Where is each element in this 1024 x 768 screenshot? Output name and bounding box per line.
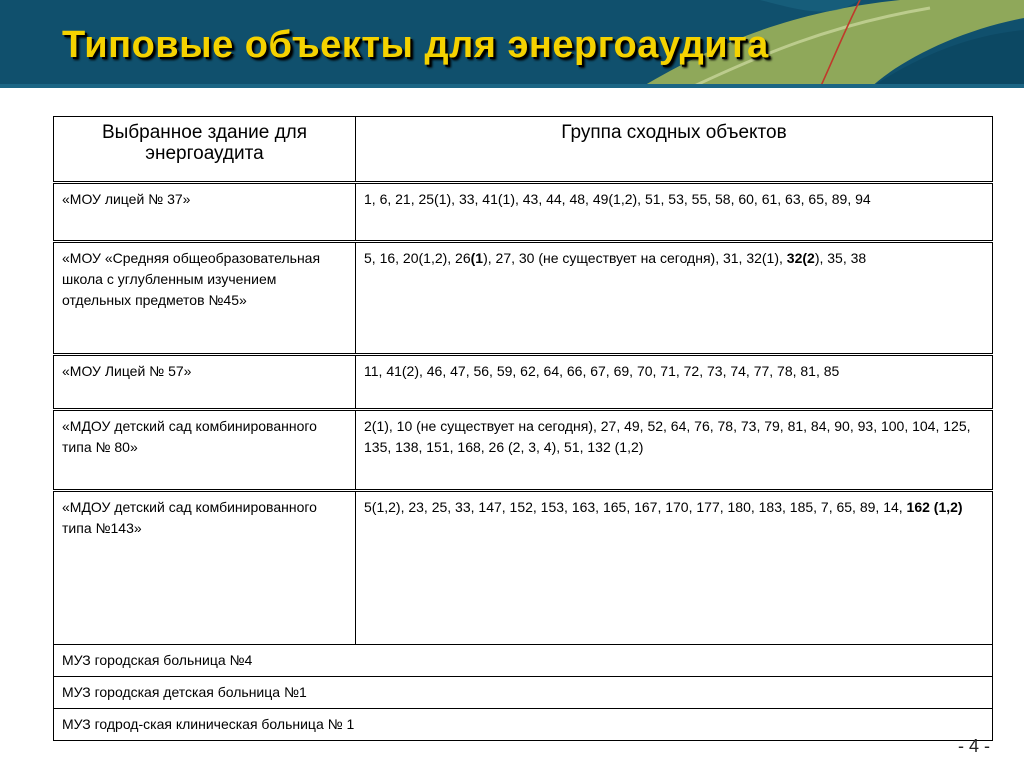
building-cell: «МОУ «Средняя общеобразовательная школа с углубленным изучением отдельных предметов №45» xyxy=(54,242,356,355)
group-text: ), 27, 30 (не существует на сегодня), 31, 32(1), xyxy=(483,250,787,266)
group-cell xyxy=(356,242,993,355)
group-cell: 1, 6, 21, 25(1), 33, 41(1), 43, 44, 48, 49(1,2), 51, 53, 55, 58, 60, 61, 63, 65, 89, 94 xyxy=(356,183,993,242)
hospital-cell: МУЗ годрод-ская клиническая больница № 1 xyxy=(54,709,993,741)
table-row-full xyxy=(54,677,993,709)
header-group: Группа сходных объектов xyxy=(356,117,993,183)
group-text-bold: 162 (1,2) xyxy=(906,499,963,515)
building-cell: «МДОУ детский сад комбинированного типа № 80» xyxy=(54,410,356,491)
table-row xyxy=(54,242,993,355)
building-cell: «МДОУ детский сад комбинированного типа №143» xyxy=(54,491,356,645)
building-cell: «МОУ Лицей № 57» xyxy=(54,355,356,410)
hospital-cell: МУЗ городская больница №4 xyxy=(54,645,993,677)
title-banner xyxy=(0,0,1024,88)
hospital-cell: МУЗ городская детская больница №1 xyxy=(54,677,993,709)
header-bottom-strip xyxy=(0,84,1024,88)
group-text-bold: (1 xyxy=(470,250,484,266)
group-text: 5(1,2), 23, 25, 33, 147, 152, 153, 163, 165, 167, 170, 177, 180, 183, 185, 7, 65, 89, 14, xyxy=(364,499,907,515)
table-row xyxy=(54,491,993,645)
group-cell xyxy=(356,491,993,645)
table-row xyxy=(54,410,993,491)
building-cell: «МОУ лицей № 37» xyxy=(54,183,356,242)
table-row xyxy=(54,183,993,242)
header-building: Выбранное здание для энергоаудита xyxy=(54,117,356,183)
group-text-bold: 32(2 xyxy=(786,250,815,266)
page-number: - 4 - xyxy=(957,736,990,756)
group-cell: 2(1), 10 (не существует на сегодня), 27, 49, 52, 64, 76, 78, 73, 79, 81, 84, 90, 93, 100, 104, 125, 135, 138, 151, 168, 26 (2, 3, 4), 51, 132 (1,2) xyxy=(356,410,993,491)
table-row-full xyxy=(54,645,993,677)
table-row xyxy=(54,355,993,410)
table-row-full xyxy=(54,709,993,741)
energy-audit-table xyxy=(53,116,993,741)
group-cell: 11, 41(2), 46, 47, 56, 59, 62, 64, 66, 67, 69, 70, 71, 72, 73, 74, 77, 78, 81, 85 xyxy=(356,355,993,410)
group-text: 5, 16, 20(1,2), 26 xyxy=(364,250,471,266)
page-title: Типовые объекты для энергоаудита xyxy=(62,24,769,66)
table-header-row xyxy=(54,117,993,183)
group-text: ), 35, 38 xyxy=(814,250,867,266)
